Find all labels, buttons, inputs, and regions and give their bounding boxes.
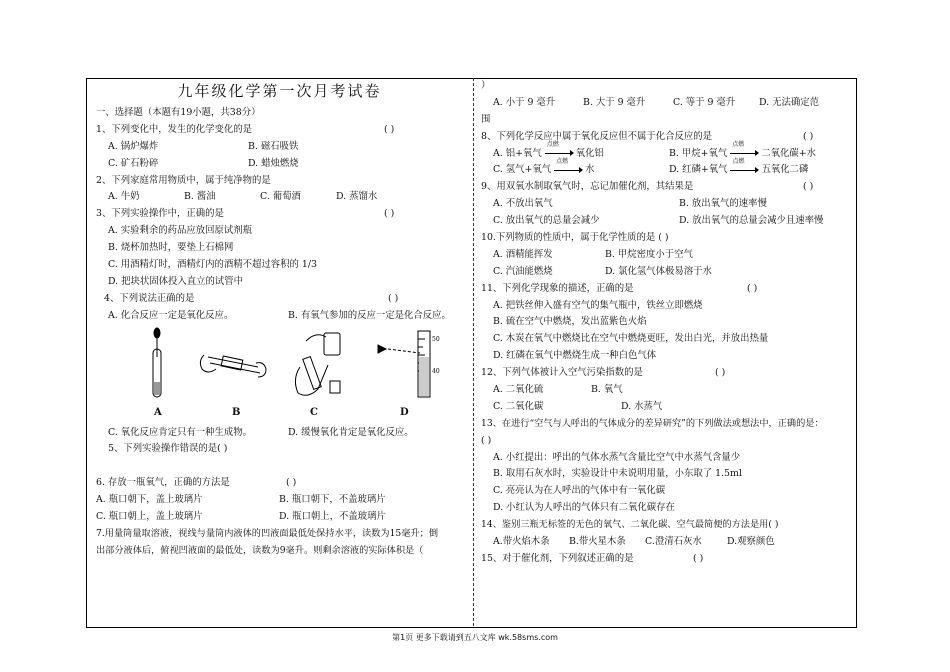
q10-options-row1 [481, 247, 849, 264]
q12-stem: 12、下列气体被计入空气污染指数的是 [481, 367, 643, 379]
q4-options-row1 [96, 308, 463, 325]
q8-options-row1 [481, 141, 849, 163]
q3-answer-paren: ( ) [384, 208, 395, 220]
q7-options [481, 95, 849, 112]
q12-option-c: C. 二氧化碳 [493, 400, 544, 412]
figure-a-dropper [153, 328, 161, 397]
q7-option-b: B. 大于 9 毫升 [583, 96, 646, 108]
question-15 [481, 551, 849, 568]
q6-option-a: A. 瓶口朝下，盖上玻璃片 [96, 494, 203, 506]
q1-answer-paren: ( ) [384, 123, 395, 135]
reaction-arrow: 点燃 [545, 148, 573, 158]
q6-stem: 6. 存放一瓶氧气，正确的方法是 [96, 477, 230, 489]
figure-label-d: D [400, 406, 409, 418]
figure-label-c: C [310, 406, 318, 418]
q8-option-b-reactants: B. 甲烷+氧气 [669, 147, 728, 159]
q6-answer-paren: ( ) [286, 477, 297, 489]
q10-option-c: C. 汽油能燃烧 [493, 265, 553, 277]
question-6 [96, 475, 463, 492]
scale-label-40: 40 [432, 367, 440, 375]
q1-options-row2 [96, 156, 463, 173]
q13-option-c: C. 亮亮认为在人呼出的气体中有一氧化碳 [493, 485, 666, 497]
q6-options-row1 [96, 492, 463, 509]
q8-option-b-product: 二氧化碳+水 [761, 147, 816, 159]
q10-stem: 10.下列物质的性质中，属于化学性质的是 [481, 232, 656, 244]
q12-option-a: A. 二氧化硫 [493, 384, 544, 396]
q10-option-b: B. 甲烷密度小于空气 [605, 248, 693, 260]
question-2 [96, 173, 463, 190]
q8-option-a-product: 氧化铝 [575, 147, 604, 159]
q2-stem: 2、下列家庭常用物质中，属于纯净物的是 [96, 174, 271, 186]
q8-stem: 8、下列化学反应中属于氧化反应但不属于化合反应的是 [481, 130, 712, 142]
question-5: 5、下列实验操作错误的是( ) [108, 443, 228, 455]
question-7-line2: 出部分液体后，俯视凹液面的最低处，读数为9毫升。则剩余溶液的实际体积是（ [96, 544, 424, 556]
q12-options-row2 [481, 399, 849, 416]
q4-option-a: A. 化合反应一定是氧化反应。 [108, 309, 234, 321]
q9-options-row1 [481, 196, 849, 213]
q8-option-c-product: 水 [585, 164, 595, 176]
q8-options-row2 [481, 157, 849, 179]
question-9 [481, 179, 849, 196]
q10-option-a: A. 酒精能挥发 [493, 248, 553, 260]
q1-options-row1 [96, 139, 463, 156]
q2-option-a: A. 牛奶 [108, 191, 140, 203]
q7-continuation: ） [481, 80, 491, 91]
q13-answer-paren: ( ) [481, 434, 492, 446]
q9-stem: 9、用双氧水制取氧气时，忘记加催化剂，其结果是 [481, 181, 694, 193]
q4-option-c: C. 氧化反应肯定只有一种生成物。 [108, 426, 253, 438]
q14-option-d: D.观察颜色 [727, 536, 775, 548]
lab-apparatus-illustration [138, 327, 438, 405]
question-12 [481, 365, 849, 382]
reaction-arrow: 点燃 [554, 165, 582, 175]
reaction-arrow: 点燃 [730, 165, 758, 175]
question-1 [96, 122, 463, 139]
q4-answer-paren: ( ) [388, 292, 399, 304]
q12-answer-paren: ( ) [715, 367, 726, 379]
q2-option-c: C. 葡萄酒 [260, 191, 301, 203]
q12-options-row1 [481, 382, 849, 399]
question-4 [96, 291, 463, 308]
q14-options [481, 534, 849, 551]
q10-option-d: D. 氯化氢气体极易溶于水 [605, 265, 712, 277]
scale-label-50: 50 [432, 335, 440, 343]
q12-option-b: B. 氧气 [591, 384, 623, 396]
q3-option-d: D. 把块状固体投入直立的试管中 [108, 275, 244, 287]
figure-b-pouring [200, 355, 266, 377]
column-divider [473, 78, 474, 626]
q12-option-d: D. 水蒸气 [621, 400, 663, 412]
left-column [96, 78, 463, 560]
q1-option-c: C. 矿石粉碎 [108, 157, 159, 169]
q13-option-a: A. 小红提出：呼出的气体水蒸气含量比空气中水蒸气含量少 [493, 451, 741, 463]
q7-option-a: A. 小于 9 毫升 [493, 96, 556, 108]
q2-option-d: D. 蒸馏水 [336, 191, 378, 203]
q9-options-row2 [481, 213, 849, 230]
question-8 [481, 129, 849, 146]
page-footer: 第1页 更多下载请到五八文库 wk.58sms.com [392, 633, 558, 642]
q11-option-a: A. 把铁丝伸入盛有空气的集气瓶中，铁丝立即燃烧 [493, 299, 703, 311]
q1-option-b: B. 磁石吸铁 [248, 140, 299, 152]
figure-label-b: B [232, 406, 241, 418]
q9-option-a: A. 不放出氧气 [493, 198, 553, 210]
q3-option-c: C. 用酒精灯时，酒精灯内的酒精不超过容积的 1/3 [108, 259, 317, 271]
q8-answer-paren: ( ) [803, 130, 814, 142]
q14-option-c: C.澄清石灰水 [645, 536, 702, 548]
q8-option-a-reactants: A. 铝+氧气 [493, 147, 542, 159]
q15-stem: 15、对于催化剂，下列叙述正确的是 [481, 552, 634, 564]
apparatus-figure [96, 327, 463, 423]
q7-option-d: D. 无法确定范 [759, 96, 820, 108]
section-heading: 一、选择题（本题有19小题，共38分） [96, 107, 261, 118]
q8-option-c-reactants: C. 氢气+氧气 [493, 164, 552, 176]
q1-option-d: D. 蜡烛燃烧 [248, 157, 299, 169]
q10-options-row2 [481, 264, 849, 281]
q13-stem: 13、在进行“空气与人呼出的气体成分的差异研究”的下列做法或想法中，正确的是： [481, 417, 824, 429]
q4-option-b: B. 有氧气参加的反应一定是化合反应。 [288, 309, 451, 321]
q11-option-c: C. 木炭在氧气中燃烧比在空气中燃烧更旺，发出白光，并放出热量 [493, 333, 769, 345]
spacer [96, 458, 463, 475]
q4-option-d: D. 缓慢氧化肯定是氧化反应。 [288, 426, 414, 438]
figure-c-bottle [295, 333, 340, 395]
q9-option-d: D. 放出氧气的总量会减少且速率慢 [679, 215, 824, 227]
q8-option-d-product: 五氧化二磷 [761, 164, 809, 176]
q14-stem: 14、鉴别三瓶无标签的无色的氧气、二氧化碳、空气最简便的方法是用( ) [481, 519, 779, 531]
q6-options-row2 [96, 509, 463, 526]
q2-options [96, 189, 463, 206]
q6-option-b: B. 瓶口朝下，不盖玻璃片 [279, 494, 386, 506]
q2-option-b: B. 酱油 [184, 191, 216, 203]
q11-option-d: D. 红磷在氧气中燃烧生成一种白色气体 [493, 350, 657, 362]
figure-d-cylinder [378, 331, 430, 397]
q11-option-b: B. 硫在空气中燃烧，发出蓝紫色火焰 [493, 316, 647, 328]
right-column [481, 78, 849, 568]
exam-title: 九年级化学第一次月考试卷 [177, 82, 382, 100]
q9-option-c: C. 放出氧气的总量会减少 [493, 215, 600, 227]
q11-stem: 11、下列化学现象的描述，正确的是 [481, 282, 634, 294]
q15-answer-paren: ( ) [693, 552, 704, 564]
q7-option-d-wrap: 围 [481, 113, 491, 125]
q3-option-b: B. 烧杯加热时，要垫上石棉网 [108, 242, 234, 254]
q13-option-d: D. 小红认为人呼出的气体只有二氧化碳存在 [493, 502, 675, 514]
q4-options-row2 [96, 425, 463, 442]
q14-option-a: A.带火焰木条 [493, 536, 550, 548]
q6-option-d: D. 瓶口朝上，不盖玻璃片 [279, 511, 386, 523]
q6-option-c: C. 瓶口朝上，盖上玻璃片 [96, 511, 203, 523]
question-3 [96, 206, 463, 223]
q14-option-b: B.带火星木条 [569, 536, 626, 548]
reaction-arrow: 点燃 [730, 148, 758, 158]
q7-option-c: C. 等于 9 毫升 [673, 96, 736, 108]
question-7-line1: 7.用量筒量取溶液，视线与量筒内液体的凹液面最低处保持水平，读数为15毫升；倒 [96, 527, 439, 539]
question-11 [481, 281, 849, 298]
q1-stem: 1、下列变化中，发生的化学变化的是 [96, 123, 252, 135]
q11-answer-paren: ( ) [747, 282, 758, 294]
q9-option-b: B. 放出氧气的速率慢 [679, 198, 767, 210]
figure-label-a: A [154, 406, 162, 418]
q13-option-b: B. 取用石灰水时，实验设计中未说明用量，小东取了 1.5ml [493, 468, 742, 480]
q8-option-d-reactants: D. 红磷+氧气 [669, 164, 728, 176]
q4-stem: 4、下列说法正确的是 [104, 292, 195, 304]
q1-option-a: A. 锅炉爆炸 [108, 140, 159, 152]
question-10 [481, 230, 849, 247]
q10-answer-paren: ( ) [658, 232, 669, 244]
q3-option-a: A. 实验剩余的药品应放回原试剂瓶 [108, 225, 252, 237]
q9-answer-paren: ( ) [803, 181, 814, 193]
q3-stem: 3、下列实验操作中，正确的是 [96, 208, 224, 220]
